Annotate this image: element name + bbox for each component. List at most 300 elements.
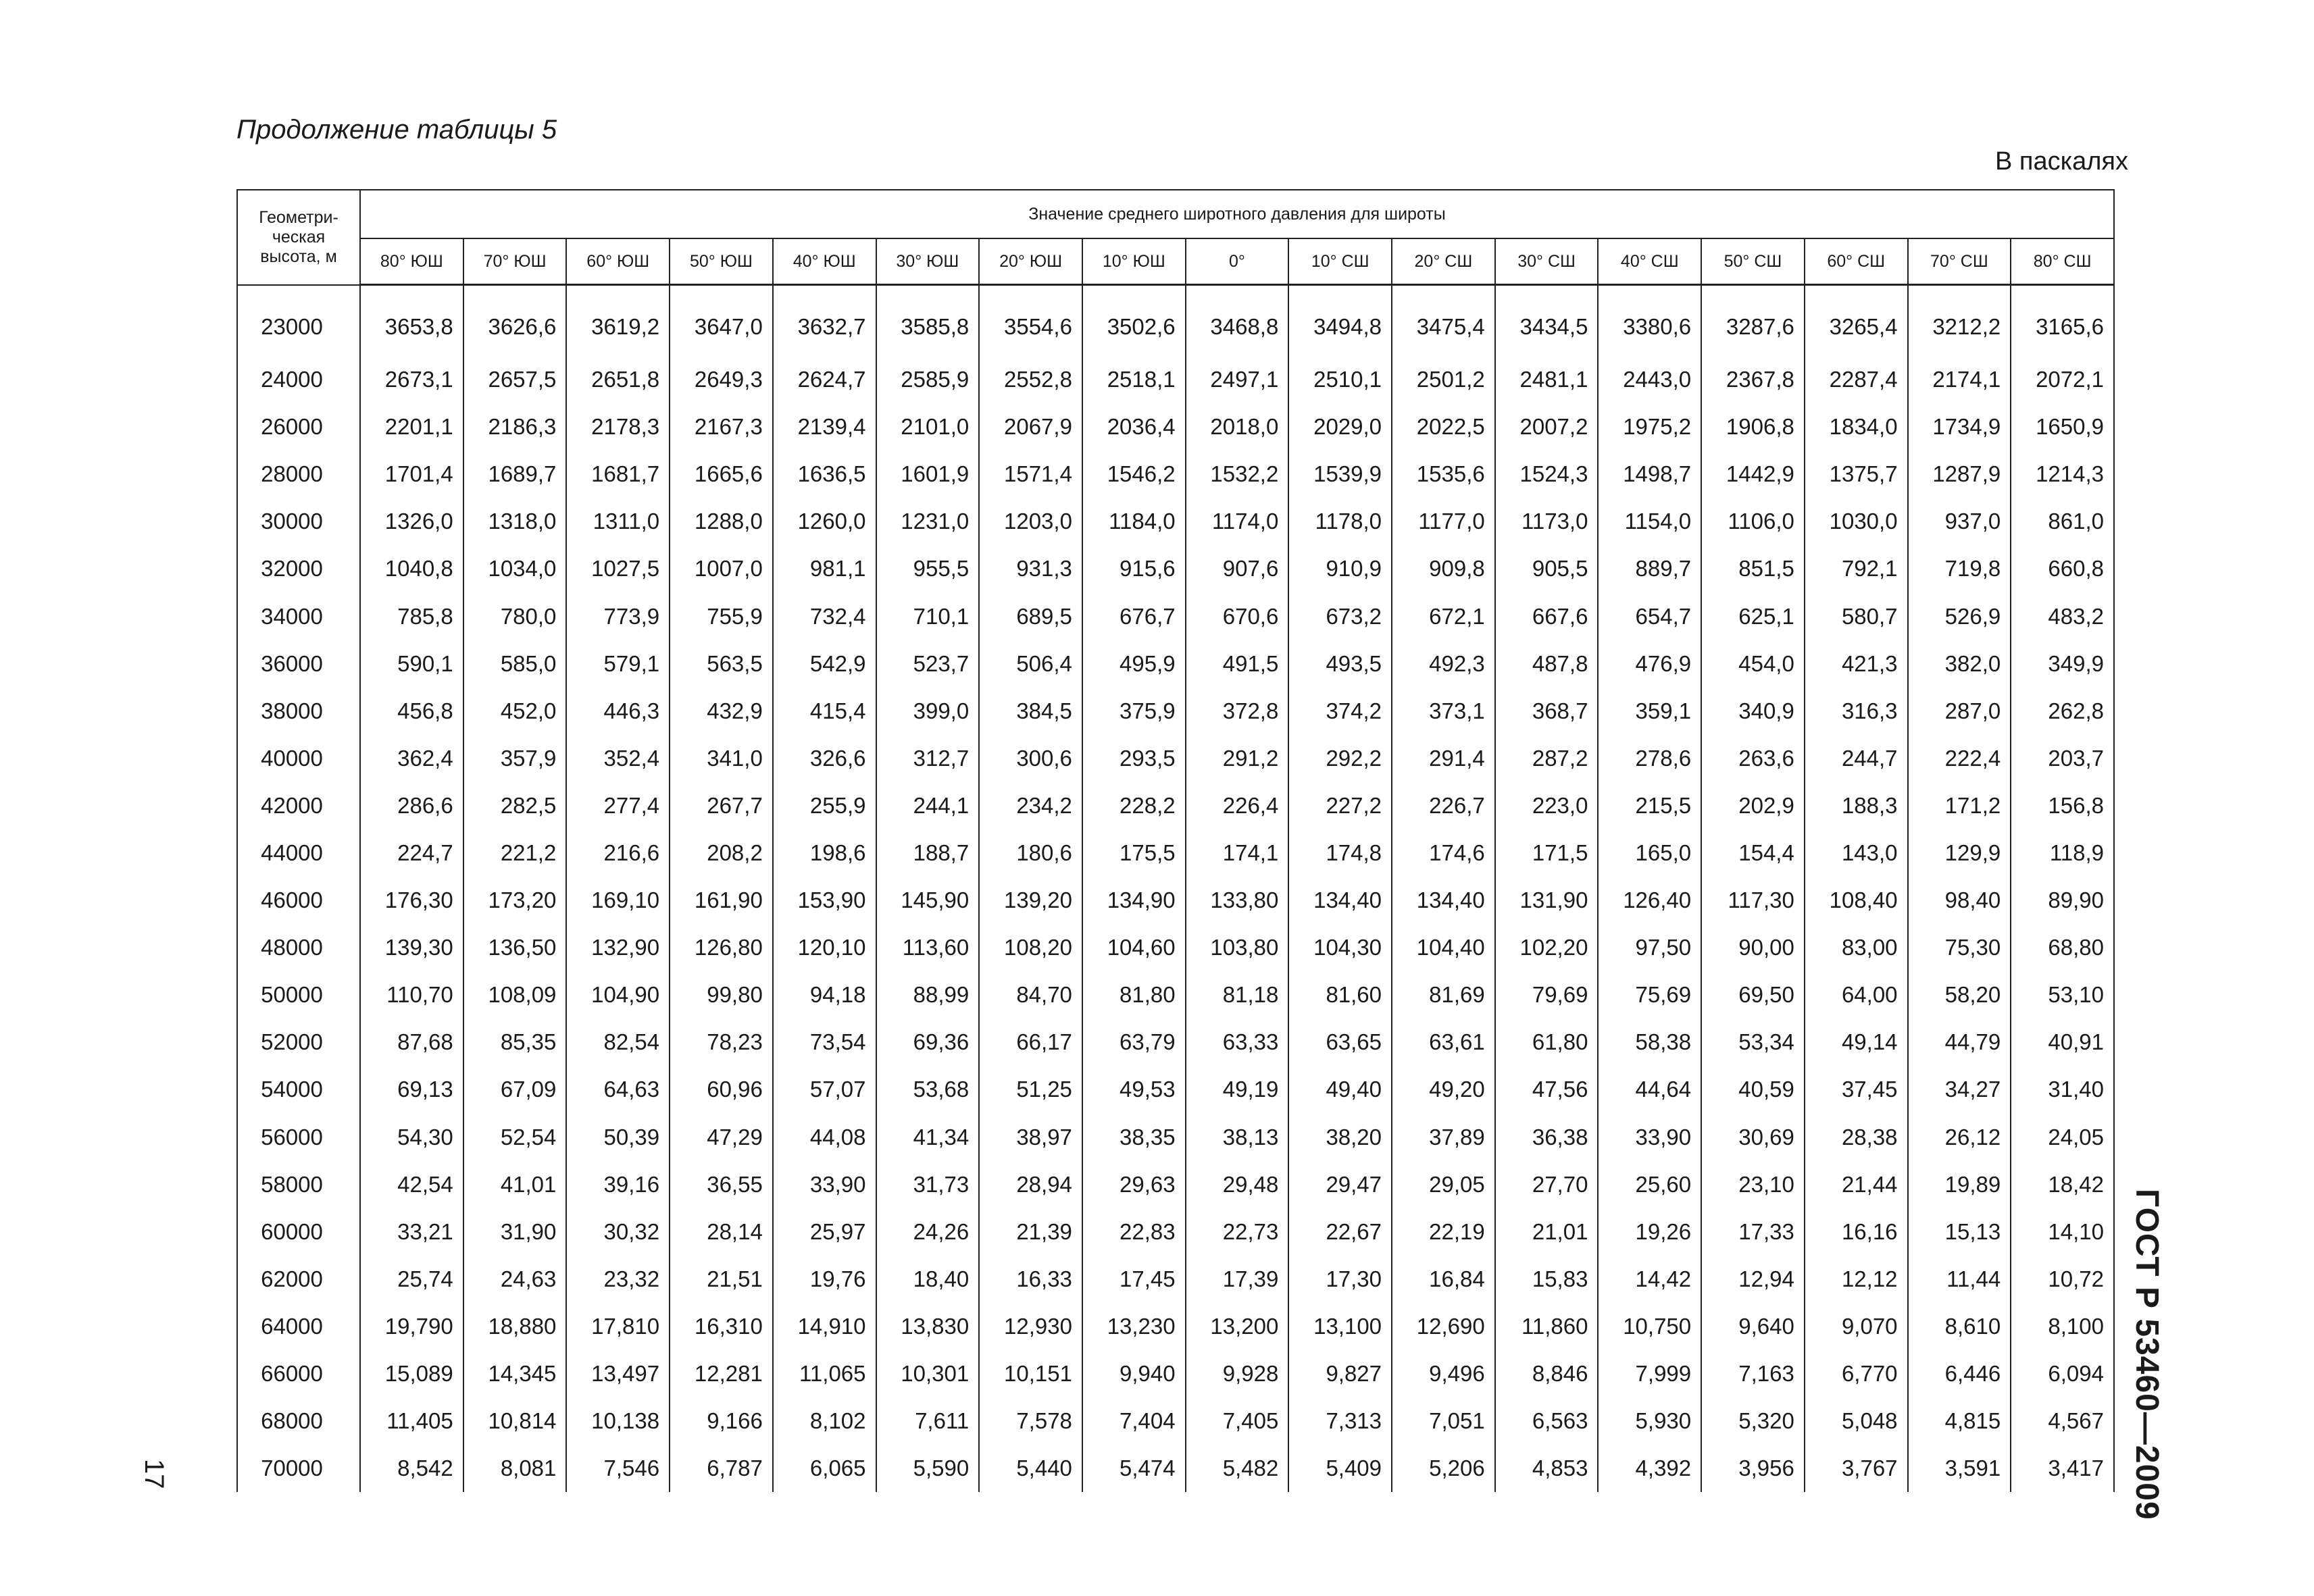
- pressure-cell: 28,38: [1805, 1114, 1908, 1161]
- pressure-cell: 208,2: [670, 829, 773, 877]
- pressure-cell: 108,09: [463, 971, 567, 1019]
- pressure-cell: 676,7: [1082, 592, 1186, 640]
- pressure-cell: 11,405: [360, 1397, 463, 1445]
- pressure-cell: 33,90: [773, 1161, 876, 1208]
- pressure-cell: 3647,0: [670, 285, 773, 357]
- pressure-cell: 104,30: [1288, 924, 1392, 971]
- pressure-cell: 3502,6: [1082, 285, 1186, 357]
- pressure-cell: 221,2: [463, 829, 567, 877]
- pressure-cell: 42,54: [360, 1161, 463, 1208]
- pressure-cell: 222,4: [1908, 735, 2011, 782]
- pressure-cell: 6,563: [1495, 1397, 1599, 1445]
- pressure-cell: 3475,4: [1392, 285, 1495, 357]
- pressure-cell: 153,90: [773, 877, 876, 924]
- pressure-cell: 176,30: [360, 877, 463, 924]
- pressure-cell: 175,5: [1082, 829, 1186, 877]
- altitude-cell: 52000: [237, 1019, 360, 1066]
- pressure-cell: 8,102: [773, 1397, 876, 1445]
- pressure-cell: 143,0: [1805, 829, 1908, 877]
- pressure-cell: 526,9: [1908, 592, 2011, 640]
- pressure-cell: 173,20: [463, 877, 567, 924]
- pressure-cell: 9,928: [1186, 1350, 1289, 1397]
- pressure-cell: 9,070: [1805, 1303, 1908, 1350]
- column-header: 20° ЮШ: [979, 238, 1082, 285]
- altitude-cell: 68000: [237, 1397, 360, 1445]
- pressure-cell: 4,853: [1495, 1445, 1599, 1492]
- pressure-cell: 49,14: [1805, 1019, 1908, 1066]
- altitude-cell: 38000: [237, 688, 360, 735]
- pressure-cell: 118,9: [2011, 829, 2114, 877]
- pressure-cell: 25,97: [773, 1208, 876, 1256]
- pressure-cell: 63,65: [1288, 1019, 1392, 1066]
- pressure-cell: 216,6: [566, 829, 670, 877]
- pressure-cell: 373,1: [1392, 688, 1495, 735]
- pressure-cell: 291,2: [1186, 735, 1289, 782]
- pressure-cell: 267,7: [670, 782, 773, 829]
- pressure-cell: 5,930: [1598, 1397, 1701, 1445]
- pressure-cell: 1442,9: [1701, 451, 1805, 498]
- pressure-cell: 2673,1: [360, 356, 463, 403]
- pressure-cell: 14,10: [2011, 1208, 2114, 1256]
- pressure-cell: 102,20: [1495, 924, 1599, 971]
- pressure-cell: 5,590: [876, 1445, 980, 1492]
- pressure-cell: 3434,5: [1495, 285, 1599, 357]
- pressure-cell: 372,8: [1186, 688, 1289, 735]
- pressure-cell: 47,29: [670, 1114, 773, 1161]
- pressure-cell: 58,38: [1598, 1019, 1701, 1066]
- pressure-cell: 1636,5: [773, 451, 876, 498]
- pressure-cell: 452,0: [463, 688, 567, 735]
- pressure-cell: 49,20: [1392, 1066, 1495, 1113]
- pressure-cell: 492,3: [1392, 640, 1495, 688]
- pressure-cell: 5,409: [1288, 1445, 1392, 1492]
- pressure-cell: 1177,0: [1392, 498, 1495, 545]
- pressure-cell: 3,417: [2011, 1445, 2114, 1492]
- pressure-cell: 131,90: [1495, 877, 1599, 924]
- altitude-cell: 58000: [237, 1161, 360, 1208]
- pressure-cell: 165,0: [1598, 829, 1701, 877]
- pressure-cell: 19,76: [773, 1256, 876, 1303]
- column-header: 60° ЮШ: [566, 238, 670, 285]
- pressure-cell: 851,5: [1701, 545, 1805, 592]
- pressure-cell: 6,446: [1908, 1350, 2011, 1397]
- pressure-cell: 79,69: [1495, 971, 1599, 1019]
- pressure-cell: 3554,6: [979, 285, 1082, 357]
- pressure-cell: 15,089: [360, 1350, 463, 1397]
- pressure-cell: 3494,8: [1288, 285, 1392, 357]
- pressure-cell: 2481,1: [1495, 356, 1599, 403]
- pressure-cell: 58,20: [1908, 971, 2011, 1019]
- pressure-cell: 234,2: [979, 782, 1082, 829]
- pressure-cell: 73,54: [773, 1019, 876, 1066]
- pressure-cell: 2497,1: [1186, 356, 1289, 403]
- pressure-cell: 27,70: [1495, 1161, 1599, 1208]
- pressure-cell: 456,8: [360, 688, 463, 735]
- pressure-cell: 87,68: [360, 1019, 463, 1066]
- pressure-cell: 226,4: [1186, 782, 1289, 829]
- pressure-cell: 1834,0: [1805, 403, 1908, 451]
- pressure-cell: 24,26: [876, 1208, 980, 1256]
- pressure-cell: 23,10: [1701, 1161, 1805, 1208]
- pressure-cell: 11,44: [1908, 1256, 2011, 1303]
- pressure-cell: 69,13: [360, 1066, 463, 1113]
- pressure-cell: 287,2: [1495, 735, 1599, 782]
- pressure-cell: 278,6: [1598, 735, 1701, 782]
- pressure-cell: 3287,6: [1701, 285, 1805, 357]
- pressure-cell: 1173,0: [1495, 498, 1599, 545]
- pressure-cell: 1524,3: [1495, 451, 1599, 498]
- pressure-cell: 8,610: [1908, 1303, 2011, 1350]
- pressure-cell: 37,89: [1392, 1114, 1495, 1161]
- pressure-cell: 1734,9: [1908, 403, 2011, 451]
- pressure-cell: 53,34: [1701, 1019, 1805, 1066]
- pressure-cell: 1650,9: [2011, 403, 2114, 451]
- pressure-cell: 22,83: [1082, 1208, 1186, 1256]
- pressure-cell: 31,90: [463, 1208, 567, 1256]
- pressure-cell: 38,97: [979, 1114, 1082, 1161]
- column-header: 70° ЮШ: [463, 238, 567, 285]
- pressure-cell: 134,40: [1288, 877, 1392, 924]
- pressure-cell: 29,48: [1186, 1161, 1289, 1208]
- pressure-cell: 90,00: [1701, 924, 1805, 971]
- pressure-cell: 2367,8: [1701, 356, 1805, 403]
- pressure-cell: 785,8: [360, 592, 463, 640]
- pressure-cell: 2287,4: [1805, 356, 1908, 403]
- pressure-cell: 3626,6: [463, 285, 567, 357]
- pressure-cell: 226,7: [1392, 782, 1495, 829]
- column-header: 80° СШ: [2011, 238, 2114, 285]
- pressure-cell: 31,73: [876, 1161, 980, 1208]
- altitude-cell: 64000: [237, 1303, 360, 1350]
- altitude-cell: 70000: [237, 1445, 360, 1492]
- pressure-cell: 28,14: [670, 1208, 773, 1256]
- pressure-cell: 24,63: [463, 1256, 567, 1303]
- table-row: [237, 356, 2114, 403]
- pressure-cell: 64,63: [566, 1066, 670, 1113]
- pressure-cell: 44,64: [1598, 1066, 1701, 1113]
- pressure-cell: 955,5: [876, 545, 980, 592]
- pressure-cell: 98,40: [1908, 877, 2011, 924]
- pressure-cell: 13,230: [1082, 1303, 1186, 1350]
- pressure-cell: 47,56: [1495, 1066, 1599, 1113]
- pressure-cell: 7,404: [1082, 1397, 1186, 1445]
- pressure-cell: 3585,8: [876, 285, 980, 357]
- pressure-cell: 4,392: [1598, 1445, 1701, 1492]
- pressure-cell: 2101,0: [876, 403, 980, 451]
- pressure-cell: 44,79: [1908, 1019, 2011, 1066]
- pressure-cell: 1532,2: [1186, 451, 1289, 498]
- pressure-cell: 7,611: [876, 1397, 980, 1445]
- pressure-cell: 1288,0: [670, 498, 773, 545]
- pressure-cell: 6,770: [1805, 1350, 1908, 1397]
- pressure-cell: 861,0: [2011, 498, 2114, 545]
- pressure-cell: 1375,7: [1805, 451, 1908, 498]
- pressure-cell: 349,9: [2011, 640, 2114, 688]
- pressure-cell: 18,40: [876, 1256, 980, 1303]
- pressure-cell: 29,05: [1392, 1161, 1495, 1208]
- pressure-cell: 5,440: [979, 1445, 1082, 1492]
- pressure-cell: 263,6: [1701, 735, 1805, 782]
- pressure-cell: 53,68: [876, 1066, 980, 1113]
- pressure-cell: 1030,0: [1805, 498, 1908, 545]
- pressure-cell: 64,00: [1805, 971, 1908, 1019]
- pressure-cell: 22,73: [1186, 1208, 1289, 1256]
- pressure-cell: 94,18: [773, 971, 876, 1019]
- pressure-cell: 291,4: [1392, 735, 1495, 782]
- table-row: [237, 877, 2114, 924]
- pressure-cell: 188,3: [1805, 782, 1908, 829]
- pressure-cell: 1689,7: [463, 451, 567, 498]
- pressure-cell: 689,5: [979, 592, 1082, 640]
- pressure-cell: 30,32: [566, 1208, 670, 1256]
- pressure-cell: 415,4: [773, 688, 876, 735]
- latitude-group-header: Значение среднего широтного давления для широты: [360, 190, 2114, 238]
- pressure-cell: 9,166: [670, 1397, 773, 1445]
- table-row: [237, 1066, 2114, 1113]
- pressure-cell: 19,89: [1908, 1161, 2011, 1208]
- pressure-cell: 654,7: [1598, 592, 1701, 640]
- pressure-cell: 67,09: [463, 1066, 567, 1113]
- pressure-cell: 15,13: [1908, 1208, 2011, 1256]
- pressure-cell: 244,7: [1805, 735, 1908, 782]
- pressure-cell: 1681,7: [566, 451, 670, 498]
- altitude-cell: 36000: [237, 640, 360, 688]
- pressure-cell: 17,39: [1186, 1256, 1289, 1303]
- pressure-cell: 49,40: [1288, 1066, 1392, 1113]
- pressure-cell: 590,1: [360, 640, 463, 688]
- pressure-cell: 910,9: [1288, 545, 1392, 592]
- table-body: [237, 285, 2114, 1493]
- pressure-cell: 12,690: [1392, 1303, 1495, 1350]
- pressure-cell: 63,79: [1082, 1019, 1186, 1066]
- pressure-cell: 909,8: [1392, 545, 1495, 592]
- pressure-cell: 88,99: [876, 971, 980, 1019]
- pressure-cell: 667,6: [1495, 592, 1599, 640]
- pressure-cell: 33,21: [360, 1208, 463, 1256]
- pressure-cell: 491,5: [1186, 640, 1289, 688]
- pressure-cell: 5,474: [1082, 1445, 1186, 1492]
- pressure-cell: 223,0: [1495, 782, 1599, 829]
- column-header: 40° ЮШ: [773, 238, 876, 285]
- pressure-cell: 1184,0: [1082, 498, 1186, 545]
- table-row: [237, 1019, 2114, 1066]
- pressure-cell: 1260,0: [773, 498, 876, 545]
- pressure-cell: 7,999: [1598, 1350, 1701, 1397]
- pressure-cell: 7,546: [566, 1445, 670, 1492]
- pressure-cell: 51,25: [979, 1066, 1082, 1113]
- pressure-cell: 12,12: [1805, 1256, 1908, 1303]
- pressure-cell: 2201,1: [360, 403, 463, 451]
- altitude-cell: 26000: [237, 403, 360, 451]
- pressure-cell: 126,80: [670, 924, 773, 971]
- pressure-cell: 139,30: [360, 924, 463, 971]
- pressure-cell: 104,90: [566, 971, 670, 1019]
- pressure-cell: 300,6: [979, 735, 1082, 782]
- pressure-cell: 780,0: [463, 592, 567, 640]
- pressure-cell: 1287,9: [1908, 451, 2011, 498]
- pressure-cell: 8,100: [2011, 1303, 2114, 1350]
- table-row: [237, 735, 2114, 782]
- pressure-cell: 103,80: [1186, 924, 1289, 971]
- pressure-cell: 1571,4: [979, 451, 1082, 498]
- pressure-cell: 2139,4: [773, 403, 876, 451]
- pressure-cell: 580,7: [1805, 592, 1908, 640]
- pressure-cell: 39,16: [566, 1161, 670, 1208]
- pressure-cell: 340,9: [1701, 688, 1805, 735]
- pressure-cell: 171,5: [1495, 829, 1599, 877]
- table-row: [237, 688, 2114, 735]
- units-label: В паскалях: [1995, 147, 2128, 176]
- pressure-cell: 10,151: [979, 1350, 1082, 1397]
- pressure-cell: 2651,8: [566, 356, 670, 403]
- pressure-cell: 2167,3: [670, 403, 773, 451]
- pressure-cell: 174,8: [1288, 829, 1392, 877]
- pressure-cell: 7,405: [1186, 1397, 1289, 1445]
- pressure-cell: 49,19: [1186, 1066, 1289, 1113]
- pressure-cell: 542,9: [773, 640, 876, 688]
- altitude-cell: 62000: [237, 1256, 360, 1303]
- pressure-cell: 11,065: [773, 1350, 876, 1397]
- table-row: [237, 1208, 2114, 1256]
- pressure-cell: 85,35: [463, 1019, 567, 1066]
- pressure-cell: 12,281: [670, 1350, 773, 1397]
- table-row: [237, 498, 2114, 545]
- pressure-cell: 374,2: [1288, 688, 1392, 735]
- pressure-cell: 2518,1: [1082, 356, 1186, 403]
- table-row: [237, 1350, 2114, 1397]
- pressure-cell: 89,90: [2011, 877, 2114, 924]
- pressure-cell: 24,05: [2011, 1114, 2114, 1161]
- pressure-cell: 889,7: [1598, 545, 1701, 592]
- pressure-cell: 25,74: [360, 1256, 463, 1303]
- pressure-cell: 382,0: [1908, 640, 2011, 688]
- pressure-cell: 40,91: [2011, 1019, 2114, 1066]
- altitude-header: Геометри- ческая высота, м: [237, 190, 360, 285]
- pressure-cell: 368,7: [1495, 688, 1599, 735]
- pressure-cell: 773,9: [566, 592, 670, 640]
- pressure-cell: 563,5: [670, 640, 773, 688]
- altitude-cell: 24000: [237, 356, 360, 403]
- altitude-cell: 66000: [237, 1350, 360, 1397]
- pressure-cell: 487,8: [1495, 640, 1599, 688]
- pressure-cell: 75,69: [1598, 971, 1701, 1019]
- pressure-cell: 672,1: [1392, 592, 1495, 640]
- pressure-cell: 2624,7: [773, 356, 876, 403]
- pressure-cell: 255,9: [773, 782, 876, 829]
- altitude-cell: 32000: [237, 545, 360, 592]
- pressure-cell: 16,16: [1805, 1208, 1908, 1256]
- pressure-cell: 10,750: [1598, 1303, 1701, 1350]
- table-row: [237, 1161, 2114, 1208]
- pressure-cell: 719,8: [1908, 545, 2011, 592]
- pressure-cell: 981,1: [773, 545, 876, 592]
- column-header: 20° СШ: [1392, 238, 1495, 285]
- pressure-cell: 13,100: [1288, 1303, 1392, 1350]
- pressure-cell: 1498,7: [1598, 451, 1701, 498]
- altitude-cell: 50000: [237, 971, 360, 1019]
- pressure-cell: 312,7: [876, 735, 980, 782]
- pressure-cell: 10,72: [2011, 1256, 2114, 1303]
- pressure-cell: 21,51: [670, 1256, 773, 1303]
- table-row: [237, 1303, 2114, 1350]
- pressure-cell: 326,6: [773, 735, 876, 782]
- pressure-cell: 1214,3: [2011, 451, 2114, 498]
- pressure-cell: 293,5: [1082, 735, 1186, 782]
- pressure-cell: 188,7: [876, 829, 980, 877]
- table-row: [237, 451, 2114, 498]
- column-header: 30° СШ: [1495, 238, 1599, 285]
- pressure-cell: 63,33: [1186, 1019, 1289, 1066]
- pressure-cell: 17,30: [1288, 1256, 1392, 1303]
- pressure-cell: 228,2: [1082, 782, 1186, 829]
- table-row: [237, 403, 2114, 451]
- pressure-cell: 99,80: [670, 971, 773, 1019]
- pressure-cell: 156,8: [2011, 782, 2114, 829]
- pressure-cell: 36,38: [1495, 1114, 1599, 1161]
- pressure-cell: 37,45: [1805, 1066, 1908, 1113]
- pressure-cell: 81,18: [1186, 971, 1289, 1019]
- pressure-cell: 10,138: [566, 1397, 670, 1445]
- pressure-cell: 2585,9: [876, 356, 980, 403]
- pressure-cell: 40,59: [1701, 1066, 1805, 1113]
- pressure-cell: 18,880: [463, 1303, 567, 1350]
- pressure-cell: 483,2: [2011, 592, 2114, 640]
- pressure-cell: 905,5: [1495, 545, 1599, 592]
- pressure-cell: 1539,9: [1288, 451, 1392, 498]
- pressure-cell: 421,3: [1805, 640, 1908, 688]
- pressure-cell: 13,830: [876, 1303, 980, 1350]
- pressure-cell: 19,26: [1598, 1208, 1701, 1256]
- pressure-cell: 446,3: [566, 688, 670, 735]
- pressure-cell: 11,860: [1495, 1303, 1599, 1350]
- altitude-cell: 34000: [237, 592, 360, 640]
- pressure-cell: 104,40: [1392, 924, 1495, 971]
- pressure-cell: 9,496: [1392, 1350, 1495, 1397]
- pressure-cell: 38,13: [1186, 1114, 1289, 1161]
- pressure-cell: 1546,2: [1082, 451, 1186, 498]
- pressure-cell: 117,30: [1701, 877, 1805, 924]
- pressure-cell: 1203,0: [979, 498, 1082, 545]
- table-row: [237, 545, 2114, 592]
- pressure-cell: 2657,5: [463, 356, 567, 403]
- pressure-cell: 1906,8: [1701, 403, 1805, 451]
- pressure-cell: 2443,0: [1598, 356, 1701, 403]
- altitude-cell: 40000: [237, 735, 360, 782]
- pressure-cell: 66,17: [979, 1019, 1082, 1066]
- pressure-cell: 1040,8: [360, 545, 463, 592]
- pressure-cell: 53,10: [2011, 971, 2114, 1019]
- pressure-cell: 60,96: [670, 1066, 773, 1113]
- pressure-cell: 25,60: [1598, 1161, 1701, 1208]
- pressure-cell: 84,70: [979, 971, 1082, 1019]
- pressure-cell: 493,5: [1288, 640, 1392, 688]
- pressure-cell: 104,60: [1082, 924, 1186, 971]
- altitude-cell: 28000: [237, 451, 360, 498]
- pressure-cell: 61,80: [1495, 1019, 1599, 1066]
- column-header: 0°: [1186, 238, 1289, 285]
- pressure-cell: 129,9: [1908, 829, 2011, 877]
- pressure-cell: 69,50: [1701, 971, 1805, 1019]
- pressure-cell: 16,33: [979, 1256, 1082, 1303]
- pressure-cell: 15,83: [1495, 1256, 1599, 1303]
- pressure-cell: 21,01: [1495, 1208, 1599, 1256]
- pressure-cell: 198,6: [773, 829, 876, 877]
- pressure-cell: 2022,5: [1392, 403, 1495, 451]
- pressure-cell: 282,5: [463, 782, 567, 829]
- pressure-cell: 22,19: [1392, 1208, 1495, 1256]
- pressure-cell: 4,567: [2011, 1397, 2114, 1445]
- pressure-cell: 3380,6: [1598, 285, 1701, 357]
